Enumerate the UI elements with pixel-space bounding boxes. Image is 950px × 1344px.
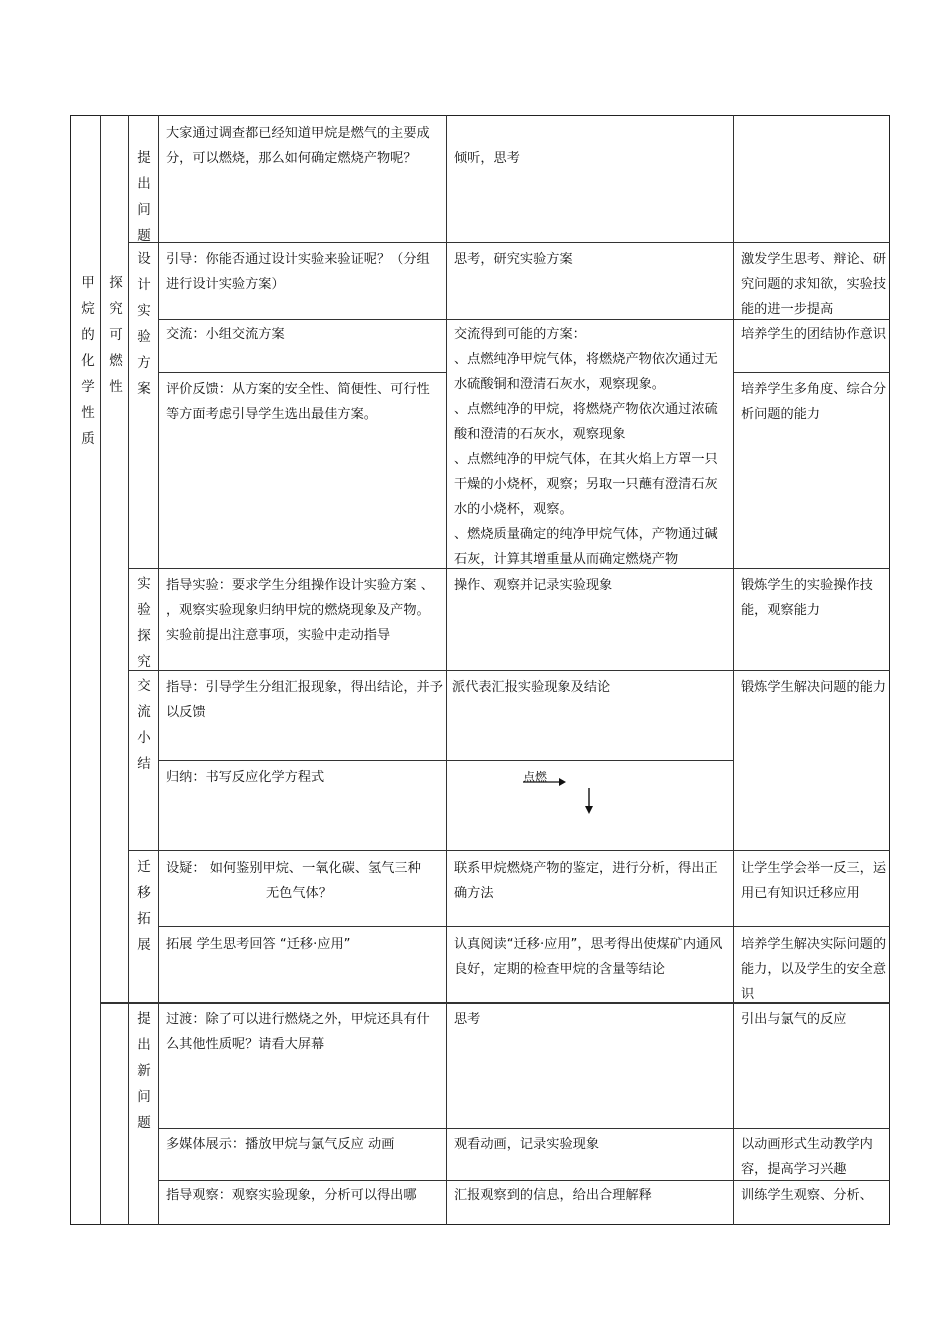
- stage-char: 流: [137, 704, 151, 720]
- design-intent: 培养学生多角度、综合分析问题的能力: [741, 382, 887, 422]
- plan-item: 、点燃纯净的甲烷，将燃烧产物依次通过浓硫酸和澄清的石灰水，观察现象: [454, 402, 718, 442]
- student-activity: 派代表汇报实验现象及结论: [452, 680, 611, 695]
- topic-char: 甲: [81, 275, 95, 291]
- topic-char: 性: [81, 405, 95, 421]
- teacher-activity: 指导实验：要求学生分组操作设计实验方案 、 ，观察实验现象归纳甲烷的燃烧现象及产物。 实验前提出注意事项，实验中走动指导: [166, 578, 434, 643]
- stage-char: 究: [137, 654, 151, 670]
- stage-char: 设: [137, 251, 151, 267]
- subtopic-char: 可: [109, 327, 123, 343]
- teacher-activity: 拓展 学生思考回答 “迁移·应用”: [166, 937, 351, 952]
- subtopic-char: 究: [109, 301, 123, 317]
- stage-char: 小: [137, 730, 151, 746]
- stage-char: 题: [137, 228, 151, 244]
- stage-char: 实: [137, 303, 151, 319]
- topic-char: 的: [81, 327, 95, 343]
- design-intent: 激发学生思考、辩论、研究问题的求知欲，实验技能的进一步提高: [741, 252, 887, 317]
- teacher-activity: 过渡：除了可以进行燃烧之外，甲烷还具有什么其他性质呢？请看大屏幕: [166, 1012, 430, 1052]
- teacher-activity: 交流：小组交流方案: [166, 327, 285, 342]
- teacher-activity: 设疑： 如何鉴别甲烷、一氧化碳、氢气三种: [166, 861, 421, 876]
- teacher-activity: 指导：引导学生分组汇报现象，得出结论，并予以反馈: [166, 680, 443, 720]
- stage-char: 问: [137, 1089, 151, 1105]
- teacher-activity: 大家通过调查都已经知道甲烷是燃气的主要成分，可以燃烧，那么如何确定燃烧产物呢？: [166, 126, 430, 166]
- teacher-activity: 多媒体展示：播放甲烷与氯气反应 动画: [166, 1137, 395, 1152]
- stage-char: 展: [137, 937, 151, 953]
- student-activity: 倾听，思考: [454, 151, 520, 166]
- stage-char: 提: [137, 150, 151, 166]
- topic-char: 化: [81, 353, 95, 369]
- stage-char: 提: [137, 1011, 151, 1027]
- stage-char: 迁: [137, 859, 151, 875]
- topic-char: 学: [81, 379, 95, 395]
- student-activity: 操作、观察并记录实验现象: [454, 578, 613, 593]
- stage-char: 验: [137, 602, 151, 618]
- design-intent: 培养学生的团结协作意识: [741, 327, 887, 342]
- stage-char: 计: [137, 277, 151, 293]
- stage-char: 出: [137, 1037, 151, 1053]
- stage-char: 验: [137, 329, 151, 345]
- plan-item: 、点燃纯净的甲烷气体，在其火焰上方罩一只干燥的小烧杯，观察；另取一只蘸有澄清石灰水的小烧杯，观察。: [454, 452, 718, 517]
- student-activity: 思考，研究实验方案: [454, 252, 573, 267]
- stage-char: 实: [137, 576, 151, 592]
- design-intent: 训练学生观察、分析、: [741, 1188, 873, 1203]
- plan-item: 、点燃纯净甲烷气体，将燃烧产物依次通过无水硫酸铜和澄清石灰水，观察现象。: [454, 352, 718, 392]
- subtopic-char: 性: [109, 379, 123, 395]
- student-activity: 联系甲烷燃烧产物的鉴定，进行分析，得出正确方法: [454, 861, 718, 901]
- stage-char: 出: [137, 176, 151, 192]
- stage-char: 新: [137, 1063, 151, 1079]
- stage-char: 案: [137, 381, 151, 397]
- stage-char: 交: [137, 678, 151, 694]
- student-activity: 汇报观察到的信息，给出合理解释: [454, 1188, 652, 1203]
- teacher-activity: 引导：你能否通过设计实验来验证呢？（分组进行设计实验方案）: [166, 252, 430, 292]
- reaction-condition: 点燃: [523, 770, 548, 784]
- stage-char: 拓: [137, 911, 151, 927]
- topic-char: 烷: [81, 301, 95, 317]
- student-activity: 观看动画，记录实验现象: [454, 1137, 600, 1152]
- design-intent: 以动画形式生动教学内容，提高学习兴趣: [741, 1137, 873, 1177]
- student-activity: 认真阅读“迁移·应用”，思考得出使煤矿内通风良好，定期的检查甲烷的含量等结论: [454, 937, 723, 977]
- topic-char: 质: [81, 431, 95, 447]
- teacher-activity: 评价反馈：从方案的安全性、简便性、可行性等方面考虑引导学生选出最佳方案。: [166, 382, 430, 422]
- design-intent: 让学生学会举一反三，运用已有知识迁移应用: [741, 861, 887, 901]
- stage-char: 问: [137, 202, 151, 218]
- subtopic-char: 燃: [109, 353, 123, 369]
- design-intent: 培养学生解决实际问题的能力，以及学生的安全意识: [741, 937, 887, 1002]
- stage-char: 结: [137, 756, 151, 772]
- design-intent: 锻炼学生解决问题的能力: [741, 680, 887, 695]
- design-intent: 引出与氯气的反应: [741, 1012, 847, 1027]
- design-intent: 锻炼学生的实验操作技能，观察能力: [741, 578, 873, 618]
- plan-item: 、燃烧质量确定的纯净甲烷气体，产物通过碱石灰，计算其增重量从而确定燃烧产物: [454, 527, 718, 567]
- teacher-activity-cont: 无色气体？: [266, 886, 332, 901]
- subtopic-char: 探: [109, 275, 123, 291]
- stage-char: 题: [137, 1115, 151, 1131]
- plan-item: 交流得到可能的方案：: [454, 327, 586, 342]
- stage-char: 探: [137, 628, 151, 644]
- stage-char: 方: [137, 355, 151, 371]
- stage-char: 移: [137, 885, 151, 901]
- student-activity: 思考: [454, 1012, 481, 1027]
- teacher-activity: 归纳：书写反应化学方程式: [166, 770, 325, 785]
- teacher-activity: 指导观察：观察实验现象，分析可以得出哪: [166, 1188, 417, 1203]
